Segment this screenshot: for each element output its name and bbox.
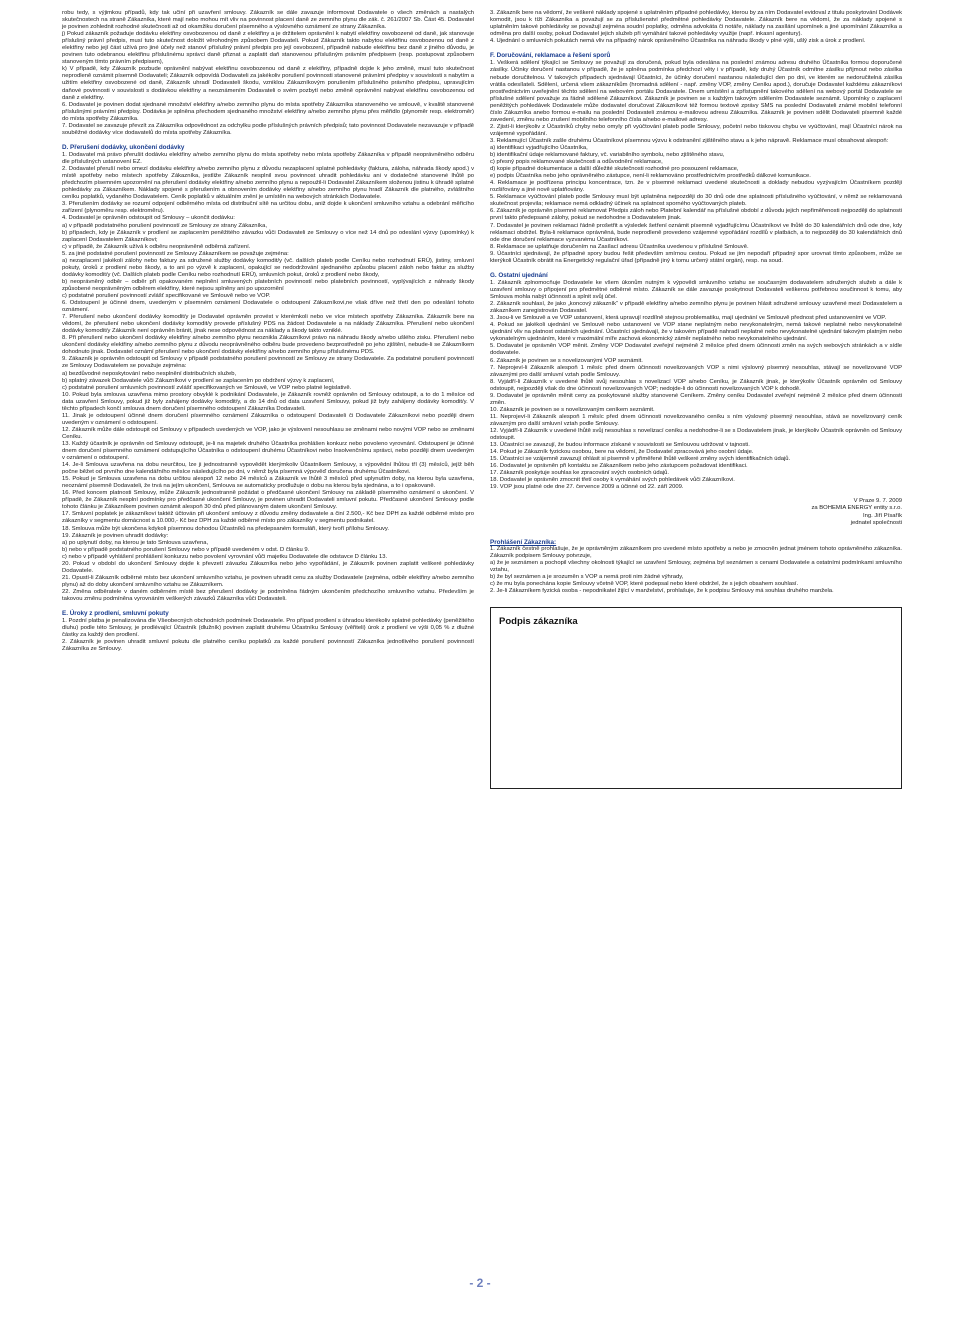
paragraph: 9. Zákazník je oprávněn odstoupit od Smlouvy v případě podstatného porušení povinností ze Smlouvy ze strany Dodavatele. Za podstatné porušení povinností ze Smlouvy Dodavatelem se považuje zejména: — [62, 356, 474, 370]
paragraph: 4. Ujednání o smluvních pokutách nemá vliv na případný nárok oprávněného Účastníka na náhradu škody v plné výši, ušlý zisk a úrok z prodlení. — [490, 38, 866, 45]
paragraph: 1. Zákazník čestně prohlašuje, že je oprávněným zákazníkem pro uvedené místo spotřeby a nebo je zmocněn jednat jménem tohoto oprávněného zákazníka. Zákazník podpisem Smlouvy potvrzuje, — [490, 545, 902, 559]
paragraph: 11. Jinak je odstoupení účinné dnem doručení písemného oznámení Zákazníka o odstoupení Dodavateli či Dodavatele Zákazníkovi nebo později dnem uvedeným v oznámení o odstoupení. — [62, 412, 474, 426]
section-d-body — [62, 152, 474, 603]
paragraph: 7. Přerušení nebo ukončení dodávky komodit/y je Dodavatel oprávněn provést v kterémkoli nebo ve více místech spotřeby Zákazníka. Zákazník bere na vědomí, že přerušení nebo ukončení dodávky komodit/y provede příslušný PDS na žádost Dodavatele a na náklady Zákazníka. Přerušení nebo ukončení dodávky komodit/y Zákazník není oprávněn bránit, jinak nese odpovědnost za náklady a škody takto vzniklé. — [62, 314, 474, 335]
paragraph: 19. Zákazník je povinen uhradit dodávky: — [62, 532, 169, 539]
paragraph: 3. Přerušením dodávky se rozumí odpojení odběrného místa od distribuční sítě na určitou dobu, aniž dojde k ukončení smluvního vztahu a odebrání měřicího zařízení (plynoměru resp. elektroměru). — [62, 201, 474, 215]
paragraph: 11. Neprojeví-li Zákazník alespoň 1 měsíc před dnem účinnosti novelizovaného ceníku s ním výslovný písemný nesouhlas, stává se novelizovaný ceník závazným pro další smluvní vztah podle Smlouvy. — [490, 413, 902, 427]
paragraph: 2. Zákazník je povinen uhradit smluvní pokutu dle platného ceníku poplatků za každé porušení povinností Zákazníka jednotlivého porušení povinností Zákazníka ze Smlouvy. — [62, 639, 474, 653]
paragraph: a) nezaplacení jakékoli zálohy nebo faktury za sdružené služby dodávky komodit/y (vč. dalších plateb podle Ceníku nebo rozhodnutí ERÚ), jistiny, smluvní pokuty, úroků z prodlení nebo škody, a to ani po výzvě k zaplacení, opakující se nedodržování sjednaného způsobu placení záloh nebo faktur za služby dodávky komodit/y (vč. Dalších plateb podle Ceníku nebo rozhodnutí ERÚ), smluvních pokut, úroků z prodlení nebo škody, — [62, 257, 474, 278]
section-f-body — [490, 60, 902, 264]
paragraph: a) bezdůvodné neposkytování nebo nesplnění distribučních služeb, — [62, 370, 237, 377]
paragraph: 7. Neprojeví-li Zákazník alespoň 1 měsíc před dnem účinnosti novelizovaných VOP s nimi výslovný písemný nesouhlas, stávají se novelizované VOP závaznými pro další smluvní vztah podle Smlouvy. — [490, 364, 902, 378]
right-column — [490, 10, 902, 789]
paragraph: 7. Dodavatel se zavazuje převzít za Zákazníka odpovědnost za odchylku podle příslušných právních předpisů; tato povinnost Dodavatele nezavazuje v případě souběžné dodávky více dodavatelů do místa spotřeby Zákazníka. — [62, 122, 474, 136]
declaration-title: Prohlášení Zákazníka: — [490, 538, 557, 546]
left-intro — [62, 10, 474, 137]
page-number: - 2 - — [469, 1276, 491, 1290]
paragraph: 18. Dodavatel je oprávněn zmocnit třetí osoby k vymáhání svých pohledávek vůči Zákazníkovi. — [490, 477, 735, 484]
paragraph: 3. Reklamující Účastník zašle druhému Účastníkovi písemnou výzvu k odstranění zjištěného stavu a k jeho nápravě. Reklamace musí obsahovat alespoň: — [490, 137, 889, 144]
paragraph: b) identifikační údaje reklamované faktury, vč. variabilního symbolu, nebo zjištěného stavu, — [490, 152, 725, 159]
paragraph: c) podstatné porušení povinností zvlášť specifikované ve Smlouvě nebo ve VOP. — [62, 292, 271, 299]
paragraph: 4. Dodavatel je oprávněn odstoupit od Smlouvy – ukončit dodávku: — [62, 215, 235, 222]
paragraph: 19. VOP jsou platné ode dne 27. července 2009 a účinné od 22. září 2009. — [490, 484, 684, 491]
paragraph: 3. Zákazník bere na vědomí, že veškeré náklady spojené s uplatněním případné pohledávky, kterou by za ním Dodavatel evidoval z titulu poskytování Dodávek komodit, jsou k tíži Zákazníka a považují se za příslušenství předmětné pohledávky Dodavatele. Zákazník bere na vědomí, že za náklady spojené s uplatněním takové pohledávky se považují zejména soudní poplatky, odměna advokáta či notáře, náklady na zasílání upomínek a jiné upomínání Zákazníka a odměna pro další osoby, pokud Dodavatel jejich služeb při vymáhání takové pohledávky využije (např. inkasní agentury). — [490, 10, 902, 38]
paragraph: 12. Zákazník může dále odstoupit od Smlouvy v případech uvedených ve VOP, jako je výslovení nesouhlasu se změnami nebo novými VOP nebo se změnami Ceníku. — [62, 426, 474, 440]
paragraph: 16. Dodavatel je oprávněn při kontaktu se Zákazníkem nebo jeho zástupcem požadovat identifikaci. — [490, 463, 748, 470]
paragraph: 20. Pokud v období do ukončení Smlouvy dojde k převzetí závazku Zákazníka nebo jeho vypořádání, je Zákazník povinen zaplatit veškeré pohledávky Dodavatele. — [62, 560, 474, 574]
paragraph: 1. Zákazník zplnomocňuje Dodavatele ke všem úkonům nutným k výpovědi smluvního vztahu se současným dodavatelem sdružených služeb a dále k uzavření smlouvy o připojení pro předmětné odběrné místo. Zákazník se dále zavazuje poskytnout Dodavateli veškerou potřebnou součinnost k tomu, aby Smlouva mohla nabýt účinnosti a splnit svůj účel. — [490, 280, 902, 301]
closing-signature-block — [490, 498, 902, 526]
paragraph: 16. Před koncem platnosti Smlouvy, může Zákazník jednostranně požádat o předčasné ukončení Smlouvy na základě písemného oznámení o ukončení. V případě, že Zákazník nesplní podmínky pro předčasné ukončení Smlouvy, je povinen uhradit Dodavateli smluvní pokutu. Předčasné ukončení Smlouvy podle tohoto článku je Zákazníkem povinen oznámit alespoň 30 dnů před plánovaným datem ukončení Smlouvy. — [62, 490, 474, 511]
paragraph: a) v případě podstatného porušení povinností ze Smlouvy ze strany Zákazníka, — [62, 222, 267, 229]
paragraph: 2. Zjistí-li kterýkoliv z Účastníků chyby nebo omyly při vyúčtování plateb podle Smlouvy, početní nebo tiskovou chybu ve vyúčtování, mají Účastníci nárok na vzájemné vypořádání. — [490, 123, 902, 137]
paragraph: 5. za jiné podstatné porušení povinností ze Smlouvy Zákazníkem se považuje zejména: — [62, 250, 289, 257]
paragraph: 10. Pokud byla smlouva uzavřena mimo prostory obvyklé k podnikání Dodavatele, je Zákazník rovněž oprávněn od Smlouvy odstoupit, a to do 1 měsíce od data uzavření Smlouvy, pokud již byly zahájeny dodávky komodit/y, a do 14 dnů od data uzavření Smlouvy, pokud již byly zahájeny dodávky komodit/y. V těchto případech končí smlouva dnem doručení písemného odstoupení Zákazníka Dodavateli. — [62, 391, 474, 412]
paragraph: 8. Vyjádří-li Zákazník v uvedené lhůtě svůj nesouhlas s novelizací VOP a/nebo Ceníku, je Zákazník jinak, je kterýkoliv Účastník oprávněn od Smlouvy odstoupit, nejpozději však do dne účinnosti novelizovaných VOP; nedojde-li do účinnosti novelizovaných VOP k dohodě. — [490, 378, 902, 392]
paragraph: 13. Účastníci se zavazují, že budou informace získané v souvislosti se Smlouvou udržovat v tajnosti. — [490, 442, 750, 449]
paragraph: a) že je seznámen a pochopil všechny okolnosti týkající se uzavření Smlouvy, zejména byl seznámen s cenami Dodavatele a ostatními podmínkami smluvního vztahu, — [490, 559, 902, 573]
paragraph: 6. Zákazník je oprávněn písemně reklamovat Předpis záloh nebo Platební kalendář na příslušné období z důvodu jejich nepřiměřenosti nejpozději do splatnosti první takto předepsané zálohy, pokud se nedohodne s Dodavatelem jinak. — [490, 208, 902, 222]
place-date: V Praze 9. 7. 2009 — [853, 498, 902, 505]
declaration-body — [490, 546, 902, 595]
section-g-body — [490, 280, 902, 491]
paragraph: 14. Je-li Smlouva uzavřena na dobu neurčitou, lze ji jednostranně vypovědět kterýmkoliv Účastníkem Smlouvy, s výpovědní lhůtou tří (3) měsíců, jejíž běh počne běžet od prvního dne kalendářního měsíce následujícího po dni, v němž byla písemná výpověď doručena druhému Účastníkovi. — [62, 462, 474, 476]
paragraph: 4. Reklamace je podřízena principu koncentrace, tzn. že v písemné reklamaci uvedené skutečnosti a doklady nebudou vyzývajícím Účastníkem později rozšiřovány a jiné nově uplatňovány. — [490, 180, 902, 194]
paragraph: a) po uplynutí doby, na kterou je tato Smlouva uzavřena, — [62, 539, 209, 546]
paragraph: 5. Dodavatel je oprávněn VOP měnit. Změny VOP Dodavatel zveřejní nejméně 2 měsíce před dnem účinnosti změn na svých webových stránkách a v sídle dodavatele. — [490, 343, 902, 357]
paragraph: c) v případě, že Zákazník užívá k odběru neoprávněně odběrná zařízení. — [62, 243, 251, 250]
paragraph: 15. Pokud je Smlouva uzavřena na dobu určitou alespoň 12 nebo 24 měsíců a Zákazník ve lhůtě 3 měsíců před uplynutím doby, na kterou byla uzavřena, neoznámí písemně Dodavateli, že trvá na jejím ukončení, Smlouva se automaticky prodlužuje o dobu na kterou byla sjednána, a to i opakovaně. — [62, 476, 474, 490]
paragraph: 6. Zákazník je povinen se s novelizovanými VOP seznámit. — [490, 357, 643, 364]
paragraph: 5. Reklamace vyúčtování plateb podle Smlouvy musí být uplatněna nejpozději do 30 dnů ode dne splatnosti příslušného vyúčtování, v němž se reklamovaná skutečnost projevila; reklamace nemá odkladný účinek na splatnost sporného vyúčtovaných plateb. — [490, 194, 902, 208]
paragraph: 9. Účastníci sjednávají, že případné spory budou řešit především smírnou cestou. Pokud se jím nepodaří případný spor urovnat tímto způsobem, může se kterýkoli Účastník obrátit na Energetický regulační úřad (případně jiný k tomu určený státní orgán), resp. na soud. — [490, 250, 902, 264]
paragraph: 8. Reklamace se uplatňuje doručením na Zasílací adresu Účastníka uvedenou v příslušné Smlouvě. — [490, 243, 749, 250]
paragraph: b) případech, kdy je Zákazník v prodlení se zaplacením peněžitého závazku vůči Dodavateli ze Smlouvy o více než 14 dnů po odeslání výzvy (upomínky) k zaplacení Dodavatelem Zákazníkovi; — [62, 229, 474, 243]
paragraph: 8. Při přerušení nebo ukončení dodávky elektřiny a/nebo zemního plynu neoznikla Zákazníkovi právo na náhradu škody a/nebo ušlého zisku. Přerušení nebo ukončení dodávky elektřiny a/nebo zemního plynu z důvodu neoprávněného odběru bude provedeno bezprostředně po jeho zjištění, nebude-li se Zákazníkem dohodnuto jinak. Dodavatel oznámí přerušení nebo ukončení dodávky elektřiny a/nebo zemního plynu příslušnému PDS. — [62, 335, 474, 356]
paragraph: 17. Zákazník poskytuje souhlas ke zpracování svých osobních údajů. — [490, 470, 669, 477]
paragraph: 6. Odstoupení je účinné dnem, uvedeným v písemném oznámení Dodavatele o odstoupení Zákazníkovi,ne však dříve než třetí den po odeslání tohoto oznámení. — [62, 300, 474, 314]
paragraph: k) V případě, kdy Zákazník pozbude oprávnění nabývat elektřinu osvobozenou od daně z elektřiny, případně dojde k jeho změně, musí tuto skutečnost neprodleně oznámit písemně Dodavateli; Zákazník odpovídá Dodavateli za jakékoliv porušení povinnosti stanovené právními předpisy v souvislosti s nabytím a užitím elektřiny osvobozené od daně, Zákazník uhradí Dodavateli škodu, vzniklou Zákazníkovým porušením příslušného právního předpisu, upravujícím daňové povinnosti v souvislosti s dodávkou elektřiny a neoznámením Dodavateli o svém pozbytí nebo změně oprávnění nabývat elektřinu osvobozenou od daně z elektřiny. — [62, 66, 474, 101]
paragraph: 14. Pokud je Zákazník fyzickou osobou, bere na vědomí, že Dodavatel zpracovává jeho osobní údaje. — [490, 449, 754, 456]
paragraph: 9. Dodavatel je oprávněn měnit ceny za poskytované služby stanovené Ceníkem. Změny ceníku Dodavatel zveřejní nejméně 2 měsíce před dnem účinnosti změn. — [490, 392, 902, 406]
paragraph: 2. Je-li Zákazníkem fyzická osoba - nepodnikatel žijící v manželství, prohlašuje, že k podpisu Smlouvy má souhlas druhého manžela. — [490, 587, 834, 594]
paragraph: b) že byl seznámen a je srozuměn s VOP a nemá proti nim žádné výhrady, — [490, 573, 684, 580]
paragraph: 6. Dodavatel je povinen dodat sjednané množství elektřiny a/nebo zemního plynu do místa spotřeby Zákazníka stanoveného ve smlouvě, v kvalitě stanovené příslušnými právními předpisy. Dodávka je splněna přechodem sjednaného množství elektřiny a/nebo zemního plynu přes měřidlo (plynoměr resp. elektroměr) do místa spotřeby Zákazníka. — [62, 101, 474, 122]
signature-label: Podpis zákazníka — [499, 615, 578, 627]
paragraph: e) podpis Účastníka nebo jeho oprávněného zástupce, není-li reklamováno prostřednictvím prostředků dálkové komunikace. — [490, 173, 811, 180]
section-e-body — [62, 618, 474, 653]
paragraph: c) přesný popis reklamované skutečnosti a odůvodnění reklamace, — [490, 159, 663, 166]
paragraph: 2. Zákazník souhlasí, že jako „koncový zákazník“ v případě elektřiny a/nebo zemního plynu je povinen hlásit sdružené smlouvy uzavřené mezi Dodavatelem a zákazníkem zaregistrován Dodavatel. — [490, 301, 902, 315]
company-name: za BOHEMIA ENERGY entity s.r.o. — [811, 505, 902, 512]
paragraph: 22. Změna odběratele v daném odběrném místě bez přerušení dodávky je podmíněna řádným ukončením předchozího smluvního vztahu. Především je takovou změnu podmíněna vyrovnáním veškerých závazků Zákazníka vůči Dodavateli. — [62, 588, 474, 602]
paragraph: 18. Smlouva může být ukončena kdykoli písemnou dohodou Účastníků na předepsaném formuláři, který tvoří přílohu Smlouvy. — [62, 525, 389, 532]
paragraph: 13. Každý účastník je oprávněn od Smlouvy odstoupit, je-li na majetek druhého Účastníka prohlášen konkurz nebo povoleno vyrovnání. Odstoupení je účinné dnem doručení písemného oznámení odstupujícího Účastníka o odstoupení druhému Účastníkovi nebo Insolvenčnímu správci, nebo později dnem uvedeným v oznámení o odstoupení. — [62, 440, 474, 462]
paragraph: 2. Dodavatel přeruší nebo omezí dodávku elektřiny a/nebo zemního plynu z důvodu nezaplacení splatné pohledávky (faktura, záloha, náhrada škody apod.) v místě spotřeby nebo místech spotřeby Zákazníka, jestliže Zákazník nesplnil svou povinnost uhradit pohledávku ani v dodatečné stanovené lhůtě po předchozím písemném upozornění na přerušení dodávky elektřiny a/nebo zemního plynu a nepoužil-li Dodavatel Zákazníkem složenou jistinu k úhradě splatné pohledávky za Zákazníkem. Náklady spojené s přerušením a obnovením dodávky elektřiny a/nebo zemního plynu hradí Zákazník dle platného, zvláštního ceníku poplatků, vydaného Dodavatelem. Ceník poplatků v aktuálním znění je umístěn na webových stránkách Dodavatele. — [62, 166, 474, 201]
paragraph: b) nebo v případě podstatného porušení Smlouvy nebo v případě uvedeném v odst. D článku 9. — [62, 546, 310, 553]
paragraph: 10. Zákazník je povinen se s novelizovaným ceníkem seznámit. — [490, 406, 655, 413]
paragraph: b) splatný závazek Dodavatele vůči Zákazníkovi v prodlení se zaplacením po obdržení výzvy k zaplacení, — [62, 377, 335, 384]
section-e-title: E. Úroky z prodlení, smluvní pokuty — [62, 610, 169, 618]
paragraph: a) identifikaci vyjadřujícího Účastníka, — [490, 145, 588, 151]
section-g-title: G. Ostatní ujednání — [490, 271, 548, 279]
signatory-role: jednatel společnosti — [850, 519, 902, 526]
paragraph: 1. Veškerá sdělení týkající se Smlouvy se považují za doručená, pokud byla odeslána na poslední známou adresu druhého Účastníka formou doporučené zásilky. Účinky doručení nastanou v případě, že je splněna podmínka předchozí věty i v případě, kdy druhý Účastník odmítne zásilku přijmout nebo zásilka nebude doručitelnou. V takových případech sjednávají Účastníci, že účinky doručení nastanou následující den po dni, ve kterém se nedoručitelná zásilka vrátila odesílateli. Sdělení, určená všem zákazníkům (hromadná sdělení - např. změny VOP, změny Ceníku apod.), doručuje Dodavatel každému zákazníkovi prostřednictvím uveřejnění těchto sdělení na webovém portálu Dodavatele. Dnem umístění a zpřístupnění takového sdělení na webový portál Dodavatele se příslušné sdělení považuje za řádně sdělené Zákazníkovi. Zákazník je povinen se s každým takovým sdělením Dodavatele seznámit. Upomínky o zaplacení peněžitých pohledávek Dodavatele může dodavatel doručovat Zákazníkovi též formou textové zprávy SMS na poslední Dodavateli známé mobilní telefonní číslo Zákazníka anebo formou e-mailu na poslední Dodavateli známou e-mailovou adresu Zákazníka. Zákazník je povinen sdělit Dodavateli písemně každé zavedení, změnu nebo zrušení mobilního telefonního čísla a/nebo e-mailové adresy. — [490, 60, 902, 123]
paragraph: 7. Dodavatel je povinen reklamaci řádně prošetřit a výsledek šetření oznámit písemně vyjadřujícímu Účastníkovi ve lhůtě do 30 kalendářních dnů ode dne, kdy reklamaci obdržel. Byla-li reklamace oprávněná, bude neprodleně provedeno vzájemné vypořádání rozdílů v platbách, a to nejpozději do 30 kalendářních dnů ode dne doručení reklamace vyzvanému Účastníkovi. — [490, 222, 902, 243]
paragraph: 4. Pokud se jakékoli ujednání ve Smlouvě nebo ustanovení ve VOP stane neplatným nebo nevykonatelným, nemá takové neplatné nebo nevykonatelné ujednání vliv na platnost ostatních ujednání. Účastníci sjednávají, že v takovém případě nahradí neplatné nebo nevykonatelné ujednání takovým platným nebo vykonatelným ujednáním, které v maximální míře zachová ekonomický záměr neplatného nebo nevykonatelného ujednání. — [490, 322, 902, 343]
paragraph: 1. Pozdní platba je penalizována dle Všeobecných obchodních podmínek Dodavatele. Pro případ prodlení s úhradou kterékoliv splatné pohledávky (peněžitého dluhu) podle této Smlouvy, je prodlévající Účastník (dlužník) povinen zaplatit druhému Účastníku Smlouvy (věřiteli) úrok z prodlení ve výši 0,05 % z dlužné částky za každý den prodlení. — [62, 618, 474, 639]
right-intro — [490, 10, 902, 45]
paragraph: 3. Jsou-li ve Smlouvě a ve VOP ustanovení, která upravují rozdílně stejnou problematiku, mají ujednání ve Smlouvě přednost před ustanoveními ve VOP. — [490, 315, 887, 322]
customer-signature-box[interactable] — [490, 607, 902, 789]
paragraph: robu tedy, s výjimkou případů, kdy tak učiní při uzavření smlouvy. Zákazník se dále zavazuje informovat Dodavatele o všech změnách a nastalých skutečnostech na straně Zákazníka, které mají nebo mohou mít vliv na povinnost placení daně ze zemního plynu dle zák. č. 261/2007 Sb. Část 45. Dodavatel je povinen zohlednit rozhodné skutečnosti až od okamžiku doručení písemného a výslovného oznámení ze strany Zákazníka. — [62, 10, 474, 31]
paragraph: c) podstatné porušení smluvních povinností zvlášť specifikovaných ve Smlouvě, ve VOP nebo platné legislativě. — [62, 384, 352, 391]
paragraph: 15. Účastníci se vzájemně zavazují ohlásit si písemně v přiměřené lhůtě veškeré změny svých identifikačních údajů. — [490, 456, 791, 463]
paragraph: c) že mu byla ponechána kopie Smlouvy včetně VOP, které podepsal nebo které obdržel, že s jejich obsahem souhlasí. — [490, 580, 799, 587]
paragraph: d) kopie případné dokumentace a další důležité skutečnosti rozhodné pro posouzení reklamace, — [490, 166, 739, 173]
paragraph: c) nebo v případě vyhlášení prohlášení konkurzu nebo povolení vyrovnání vůči majetku Dodavatele dle odstavce D článku 13. — [62, 553, 388, 560]
section-f-title: F. Doručování, reklamace a řešení sporů — [490, 52, 611, 60]
section-d-title: D. Přerušení dodávky, ukončení dodávky — [62, 143, 185, 151]
paragraph: b) neoprávněný odběr – odběr při opakovaném neplnění smluvených platebních povinností nebo platebních povinností, vyplývajících z náhrady škody způsobené neoprávněným odběrem elektřiny, které nejsou splněny ani po upozornění — [62, 278, 474, 292]
paragraph: 1. Dodavatel má právo přerušit dodávku elektřiny a/nebo zemního plynu do místa spotřeby nebo místa spotřeby Zákazníka v případě neoprávněného odběru dle příslušných ustanovení EZ. — [62, 152, 474, 166]
paragraph: 21. Opustí-li Zákazník odběrné místo bez ukončení smluvního vztahu, je povinen uhradit cenu za služby Dodavatele (zejména, odběr elektřiny a/nebo zemního plynu) až do doby ukončení smluvního vztahu se Zákazníkem. — [62, 574, 474, 588]
left-column — [62, 10, 474, 653]
paragraph: 17. Smluvní poplatek je zákazníkovi taktéž účtován při ukončení smlouvy z důvodu změny dodavatele a činí 2.500,- Kč bez DPH za každé odběrné místo pro zákazníky v segmentu domácnost a 10.000,- Kč bez DPH za každé odběrné místo pro zákazníky v segmentu podnikatel. — [62, 511, 474, 525]
paragraph: j) Pokud zákazník požaduje dodávku elektřiny osvobozenou od daně z elektřiny a je držitelem oprávnění k nabytí elektřiny osvobozené od daně, jak stanovuje příslušný právní předpis, musí tuto skutečnost doložit věrohodným způsobem Dodavateli. Pokud Zákazník takto nabytou elektřinu osvobozenou od daně z elektřiny nebo její část užívá pro jiné účely než stanoví příslušný právní předpis pro její osvobození, případně nabude elektřinu bez daně z jiného důvodu, je povinen tuto odebranou elektřinu příslušnému správci daně přiznat a zaplatit daň stanovenou příslušným právním předpisem (resp. postupovat způsobem stanoveným tímto právním předpisem), — [62, 31, 474, 66]
signatory-name: Ing. Jiří Písařík — [863, 512, 902, 519]
paragraph: 12. Vyjádří-li Zákazník v uvedené lhůtě svůj nesouhlas s novelizací ceníku a nedohodne-li se s Dodavatelem jinak, je kterýkoliv Účastník oprávněn od Smlouvy odstoupit. — [490, 427, 902, 442]
